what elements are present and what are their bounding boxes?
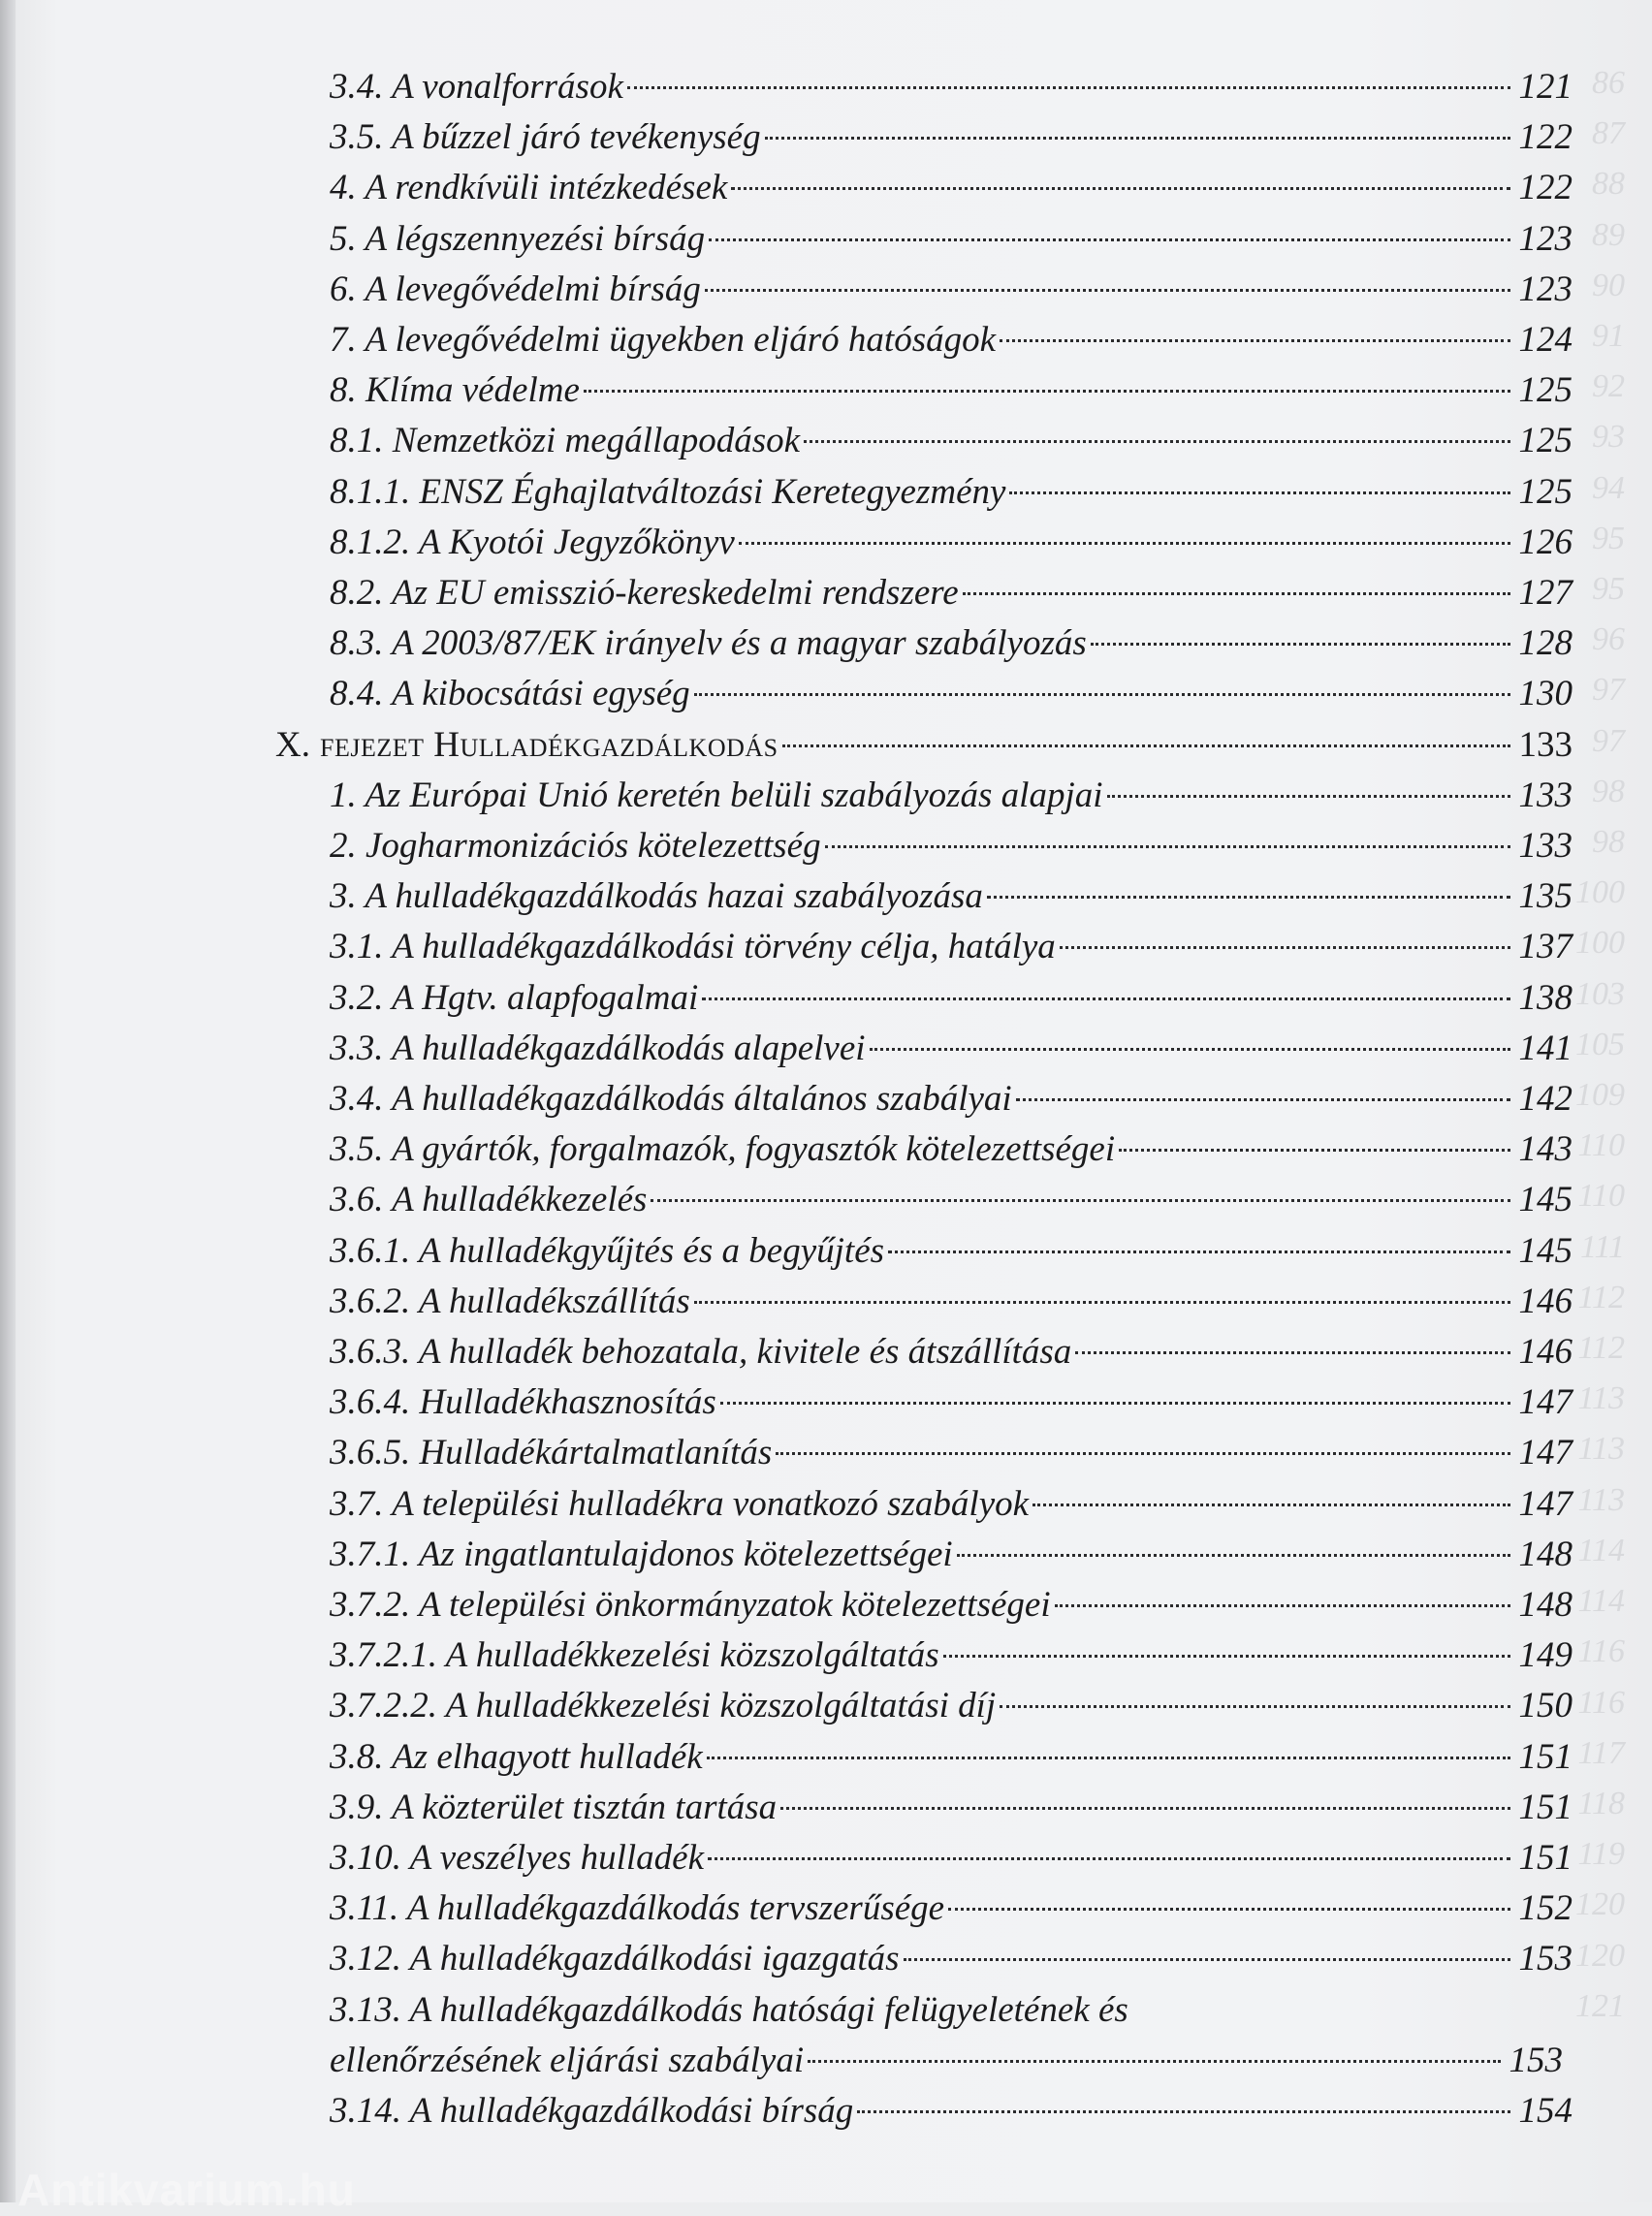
toc-entry-page: 122 <box>1518 168 1573 208</box>
ghost-page-number: 87 <box>1592 115 1625 152</box>
toc-entry-title: 3.2. A Hgtv. alapfogalmai <box>330 977 699 1018</box>
ghost-page-number: 110 <box>1577 1178 1625 1215</box>
ghost-page-number: 97 <box>1592 722 1625 759</box>
toc-entry-page: 151 <box>1518 1838 1573 1878</box>
ghost-page-number: 98 <box>1592 773 1625 809</box>
toc-entry-page: 126 <box>1518 522 1573 562</box>
dot-leader <box>825 845 1510 848</box>
ghost-page-number: 105 <box>1575 1026 1625 1062</box>
ghost-page-number: 113 <box>1577 1380 1625 1417</box>
toc-entry <box>330 214 1573 265</box>
dot-leader <box>963 592 1510 595</box>
toc-entry-page: 149 <box>1518 1635 1573 1676</box>
toc-entry-title-line1: 3.13. A hulladékgazdálkodás hatósági felügyeletének és <box>330 1989 1128 2030</box>
toc-entry <box>330 265 1573 315</box>
toc-entry <box>330 2086 1573 2137</box>
toc-entry-page: 121 <box>1518 67 1573 107</box>
toc-entry-page: 142 <box>1518 1079 1573 1119</box>
ghost-page-number: 95 <box>1592 571 1625 608</box>
ghost-page-number: 94 <box>1592 469 1625 506</box>
toc-entry <box>330 1277 1573 1327</box>
ghost-page-number: 109 <box>1575 1077 1625 1114</box>
toc-entry <box>330 1783 1573 1833</box>
toc-entry <box>330 568 1573 618</box>
toc-entry-page: 124 <box>1518 320 1573 360</box>
toc-entry-title: 3.7.2.2. A hulladékkezelési közszolgáltatási díj <box>330 1686 997 1726</box>
toc-entry <box>330 1884 1573 1934</box>
ghost-page-number: 114 <box>1577 1583 1625 1620</box>
toc-entry-title: 2. Jogharmonizációs kötelezettség <box>330 826 821 866</box>
toc-entry-page: 133 <box>1518 775 1573 815</box>
dot-leader <box>765 137 1510 140</box>
toc-entry <box>330 467 1573 518</box>
dot-leader <box>776 1452 1510 1455</box>
toc-entry-page: 125 <box>1518 471 1573 512</box>
toc-entry-title: 1. Az Európai Unió keretén belüli szabályozás alapjai <box>330 775 1103 815</box>
dot-leader <box>943 1655 1510 1658</box>
toc-entry <box>330 163 1573 213</box>
dot-leader <box>731 187 1510 190</box>
dot-leader <box>694 1301 1510 1304</box>
ghost-page-number: 118 <box>1577 1785 1625 1821</box>
toc-entry-page: 125 <box>1518 421 1573 461</box>
toc-entry <box>330 1428 1573 1478</box>
dot-leader <box>705 289 1510 292</box>
toc-entry-page: 123 <box>1518 218 1573 259</box>
toc-entry-page: 147 <box>1518 1433 1573 1473</box>
toc-entry-title: 3.8. Az elhagyott hulladék <box>330 1736 703 1777</box>
toc-entry <box>330 618 1573 669</box>
ghost-page-number: 86 <box>1592 65 1625 101</box>
toc-entry-title: 6. A levegővédelmi bírság <box>330 269 701 309</box>
toc-entry-page: 153 <box>1518 1939 1573 1979</box>
chapter-number: X. <box>275 724 310 765</box>
toc-entry <box>330 973 1573 1024</box>
toc-entry-title: 3.14. A hulladékgazdálkodási bírság <box>330 2091 854 2131</box>
dot-leader <box>808 2060 1501 2063</box>
toc-entry-title: 4. A rendkívüli intézkedések <box>330 168 728 208</box>
ghost-page-number: 91 <box>1592 318 1625 355</box>
toc-entry-page: 151 <box>1518 1736 1573 1777</box>
toc-entry <box>330 1934 1573 1984</box>
dot-leader <box>888 1250 1510 1253</box>
ghost-page-number: 95 <box>1592 520 1625 556</box>
dot-leader <box>627 86 1510 89</box>
toc-entry-page: 148 <box>1518 1534 1573 1574</box>
ghost-page-number: 113 <box>1577 1481 1625 1518</box>
toc-entry-title: 3.5. A bűzzel járó tevékenység <box>330 117 761 158</box>
toc-entry <box>330 1327 1573 1377</box>
dot-leader <box>948 1908 1510 1911</box>
toc-entry <box>330 1833 1573 1884</box>
toc-entry <box>330 1681 1573 1731</box>
toc-entry-page: 143 <box>1518 1129 1573 1170</box>
toc-entry-page: 153 <box>1509 2040 1563 2080</box>
toc-entry-page: 127 <box>1518 573 1573 613</box>
toc-entry-page: 146 <box>1518 1281 1573 1321</box>
chapter-page: 133 <box>1518 724 1573 765</box>
dot-leader <box>1060 946 1510 949</box>
dot-leader <box>957 1554 1510 1557</box>
toc-entry <box>330 1377 1573 1428</box>
dot-leader <box>694 693 1510 696</box>
toc-entry <box>330 871 1573 922</box>
toc-entry-page: 145 <box>1518 1180 1573 1220</box>
toc-entry <box>330 1530 1573 1580</box>
dot-leader <box>1009 491 1510 494</box>
dot-leader <box>1091 643 1510 646</box>
toc-entry-page: 133 <box>1518 826 1573 866</box>
toc-entry-title: 3.9. A közterület tisztán tartása <box>330 1787 778 1827</box>
toc-entry-title: 3.1. A hulladékgazdálkodási törvény célja, hatálya <box>330 927 1056 967</box>
toc-entry <box>330 416 1573 466</box>
toc-entry <box>330 1479 1573 1530</box>
chapter-title: fejezet Hulladékgazdálkodás <box>319 724 778 765</box>
ghost-page-number: 120 <box>1575 1937 1625 1974</box>
ghost-page-number: 116 <box>1577 1633 1625 1670</box>
dot-leader <box>702 997 1510 1000</box>
dot-leader <box>1075 1351 1510 1354</box>
dot-leader <box>1055 1604 1510 1607</box>
toc-entry-title: 3.7.1. Az ingatlantulajdonos kötelezettségei <box>330 1534 953 1574</box>
ghost-page-number: 100 <box>1575 925 1625 962</box>
toc-entry-page: 125 <box>1518 370 1573 411</box>
ghost-page-number: 88 <box>1592 166 1625 203</box>
toc-entry-title: 3.7.2. A települési önkormányzatok kötelezettségei <box>330 1585 1051 1625</box>
ghost-page-number: 120 <box>1575 1886 1625 1923</box>
toc-entry-title: 3.12. A hulladékgazdálkodási igazgatás <box>330 1939 900 1979</box>
dot-leader <box>904 1958 1510 1961</box>
toc-entry-title: 8.3. A 2003/87/EK irányelv és a magyar szabályozás <box>330 623 1087 664</box>
toc-entry-title: 5. A légszennyezési bírság <box>330 218 706 259</box>
dot-leader <box>870 1048 1510 1051</box>
toc-entry-title: 8.1.1. ENSZ Éghajlatváltozási Keretegyezmény <box>330 471 1006 512</box>
toc-entry-page: 145 <box>1518 1230 1573 1271</box>
dot-leader <box>1119 1149 1510 1152</box>
toc-entry <box>330 1732 1573 1783</box>
ghost-page-number: 98 <box>1592 824 1625 861</box>
toc-entry <box>330 821 1573 871</box>
dot-leader <box>1032 1504 1510 1506</box>
toc-entry-page: 154 <box>1518 2091 1573 2131</box>
ghost-page-number: 96 <box>1592 621 1625 658</box>
toc-entry <box>330 1175 1573 1225</box>
ghost-page-number: 112 <box>1577 1279 1625 1315</box>
toc-entry-page: 147 <box>1518 1382 1573 1423</box>
dot-leader <box>584 390 1510 393</box>
toc-entry-title: 3.6.5. Hulladékártalmatlanítás <box>330 1433 773 1473</box>
ghost-page-number: 112 <box>1577 1330 1625 1367</box>
dot-leader <box>780 1807 1510 1810</box>
toc-entry-title: 3. A hulladékgazdálkodás hazai szabályozása <box>330 876 983 917</box>
toc-entry <box>330 669 1573 719</box>
ghost-page-number: 111 <box>1580 1228 1625 1265</box>
ghost-page-number: 121 <box>1575 1987 1625 2024</box>
ghost-page-number: 93 <box>1592 419 1625 456</box>
toc-entry-title: 8.4. A kibocsátási egység <box>330 674 690 714</box>
toc-entry-page: 130 <box>1518 674 1573 714</box>
ghost-page-number: 100 <box>1575 874 1625 911</box>
toc-entry-title: 8.1. Nemzetközi megállapodások <box>330 421 801 461</box>
toc-entry-title: 3.7.2.1. A hulladékkezelési közszolgáltatás <box>330 1635 939 1676</box>
toc-entry-title: 3.3. A hulladékgazdálkodás alapelvei <box>330 1028 866 1068</box>
toc-entry-title: 3.6.4. Hulladékhasznosítás <box>330 1382 716 1423</box>
toc-entry-title: 3.11. A hulladékgazdálkodás tervszerűsége <box>330 1888 945 1929</box>
toc-entry-page: 128 <box>1518 623 1573 664</box>
ghost-page-number: 119 <box>1577 1836 1625 1873</box>
dot-leader <box>1000 1705 1510 1708</box>
toc-entry <box>330 922 1573 972</box>
dot-leader <box>782 744 1510 747</box>
toc-entry <box>330 1630 1573 1681</box>
toc-entry-title: 3.5. A gyártók, forgalmazók, fogyasztók kötelezettségei <box>330 1129 1116 1170</box>
toc-entry-page: 138 <box>1518 977 1573 1018</box>
ghost-page-number: 92 <box>1592 368 1625 405</box>
toc-entry <box>330 1024 1573 1074</box>
toc-entry-title: 3.4. A hulladékgazdálkodás általános szabályai <box>330 1079 1012 1119</box>
toc-entry-title: 3.6.1. A hulladékgyűjtés és a begyűjtés <box>330 1230 885 1271</box>
toc-entry-title: 3.6.3. A hulladék behozatala, kivitele és átszállítása <box>330 1332 1072 1372</box>
dot-leader <box>1016 1098 1510 1101</box>
toc-entry-title: 3.10. A veszélyes hulladék <box>330 1838 705 1878</box>
toc-entry-title: 3.7. A települési hulladékra vonatkozó szabályok <box>330 1483 1030 1524</box>
toc-entry-page: 146 <box>1518 1332 1573 1372</box>
dot-leader <box>651 1199 1510 1202</box>
toc-entry <box>330 518 1573 568</box>
dot-leader <box>720 1402 1510 1405</box>
toc-entry-title: 8.1.2. A Kyotói Jegyzőkönyv <box>330 522 735 562</box>
ghost-page-number: 117 <box>1577 1734 1625 1771</box>
toc-entry-page: 123 <box>1518 269 1573 309</box>
toc-entry <box>330 1580 1573 1630</box>
ghost-page-number: 114 <box>1577 1532 1625 1568</box>
dot-leader <box>1000 339 1510 342</box>
ghost-page-number: 113 <box>1577 1431 1625 1468</box>
toc-entry-title-line2: ellenőrzésének eljárási szabályai <box>330 2040 805 2080</box>
toc-entry <box>330 315 1573 365</box>
toc-entry-title: 3.6.2. A hulladékszállítás <box>330 1281 690 1321</box>
dot-leader <box>804 440 1510 443</box>
toc-entry <box>330 1074 1573 1124</box>
toc-entry-title: 3.4. A vonalforrások <box>330 67 623 107</box>
ghost-page-number: 110 <box>1577 1127 1625 1164</box>
ghost-page-number: 90 <box>1592 267 1625 303</box>
toc-entry <box>330 62 1573 112</box>
toc-entry-page: 152 <box>1518 1888 1573 1929</box>
toc-entry <box>330 1226 1573 1277</box>
toc-chapter-heading <box>275 720 1573 771</box>
dot-leader <box>707 1757 1510 1759</box>
toc-entry-page: 137 <box>1518 927 1573 967</box>
ghost-page-number: 103 <box>1575 975 1625 1012</box>
dot-leader <box>987 896 1510 899</box>
toc-entry-page: 151 <box>1518 1787 1573 1827</box>
dot-leader <box>1107 795 1510 798</box>
toc-entry <box>330 2036 1563 2086</box>
watermark: Antikvarium.hu <box>17 2165 356 2215</box>
toc-entry-page: 135 <box>1518 876 1573 917</box>
dot-leader <box>708 1857 1510 1860</box>
toc-entry <box>330 771 1573 821</box>
toc-entry-page: 141 <box>1518 1028 1573 1068</box>
toc-entry <box>330 112 1573 163</box>
ghost-page-number: 116 <box>1577 1684 1625 1721</box>
toc-entry <box>330 365 1573 416</box>
toc-entry-title: 3.6. A hulladékkezelés <box>330 1180 648 1220</box>
toc-entry-page: 122 <box>1518 117 1573 158</box>
toc-entry-title: 7. A levegővédelmi ügyekben eljáró hatóságok <box>330 320 997 360</box>
toc-entry-page: 150 <box>1518 1686 1573 1726</box>
toc-entry-title: 8. Klíma védelme <box>330 370 580 411</box>
ghost-page-number: 97 <box>1592 672 1625 709</box>
ghost-page-number: 89 <box>1592 216 1625 253</box>
toc-entry <box>330 1124 1573 1175</box>
toc-entry-page: 147 <box>1518 1483 1573 1524</box>
dot-leader <box>857 2110 1510 2113</box>
dot-leader <box>739 542 1510 545</box>
dot-leader <box>709 238 1510 241</box>
toc-entry-page: 148 <box>1518 1585 1573 1625</box>
toc-entry-title: 8.2. Az EU emisszió-kereskedelmi rendszere <box>330 573 959 613</box>
